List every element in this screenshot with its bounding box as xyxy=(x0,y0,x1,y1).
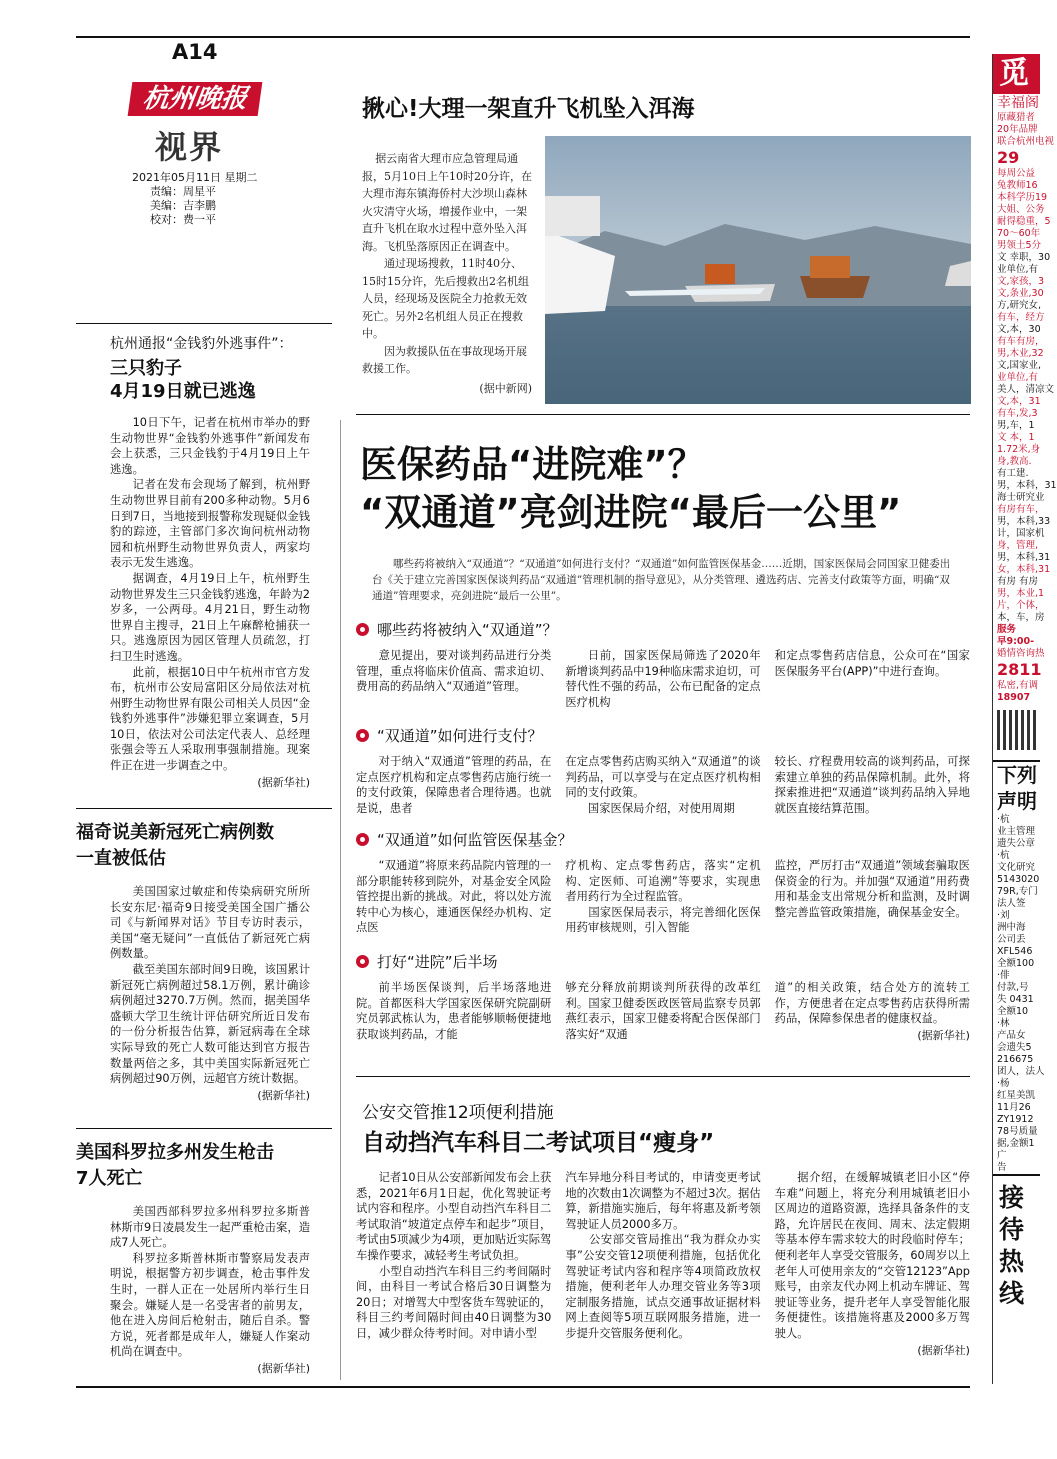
helicopter-rescue-scene xyxy=(545,136,971,404)
story2-para: 截至美国东部时间9日晚，该国累计新冠死亡病例超过58.1万例，累计确诊病例超过3270.7万例。然而，据美国华盛顿大学卫生统计评估研究所近日发布的一份分析报告估算，新冠病毒在全球实际导致的死亡人数可能达到官方报告数量两倍之多，其中美国实际新冠死亡病例超过90万例，远超官方统计数据。 xyxy=(110,962,310,1086)
story4-col: 记者10日从公安部新闻发布会上获悉，2021年6月1日起，优化驾驶证考试内容和程序。小型自动挡汽车科目二考试取消“坡道定点停车和起步”项目，考试由5项减少为4项，更加贴近实际驾车操作要求，减轻考生考试负担。 小型自动挡汽车科目三约考间隔时间，由科目一考试合格后30日调整为20日；对增驾大中型客货车驾驶证的，科目三约考间隔时间由40日调整为30日，减少群众待考时间。对申请小型 xyxy=(356,1171,552,1340)
ad-line: 幸福阁 xyxy=(997,95,1039,111)
rescue-boat-2 xyxy=(800,276,870,298)
ad-line: ·杭 xyxy=(997,814,1010,825)
ad-line: 文化研究 xyxy=(997,862,1036,873)
ad-line: 有车,发,3 xyxy=(997,408,1038,419)
ad-line: 男领土5分 xyxy=(997,240,1042,251)
main-section-col: 在定点零售药店购买纳入“双通道”的谈判药品，可以享受与在定点医疗机构相同的支付政策。 国家医保局介绍，对使用周期 xyxy=(565,755,761,815)
bullet-icon xyxy=(356,623,369,636)
story3-title-line2: 7人死亡 xyxy=(76,1168,143,1189)
ad-line: 78号质量 xyxy=(997,1126,1038,1137)
crew-group xyxy=(810,256,850,278)
designer-credit: 美编：吉李鹏 xyxy=(150,199,216,212)
main-section-col: “双通道”将原来药品院内管理的一部分职能转移到院外，对基金安全风险管控提出新的挑战。对此，将以处方流转中心为核心，連通医保经办机构、定点医 xyxy=(356,859,552,935)
ad-line: 待 xyxy=(999,1215,1025,1244)
ad-line: 原藏猎者 xyxy=(997,112,1036,123)
ad-line: 身,教高. xyxy=(997,456,1032,467)
main-section-col: 日前，国家医保局筛选了2020年新增谈判药品中19种临床需求迫切，可替代性不强的药品，公布已配备的定点医疗机构 xyxy=(565,649,761,709)
ad-line: 告 xyxy=(997,1162,1007,1173)
ad-line: 早9:00- xyxy=(997,636,1035,647)
ad-line: 有房有车， xyxy=(997,504,1045,515)
ad-line: 79R,专门 xyxy=(997,886,1038,897)
lead-caption-text: 据云南省大理市应急管理局通报，5月10日上午10时20分许，在大理市海东镇海侨村大沙坝山森林火灾清守火场，增援作业中，一架直升飞机在取水过程中意外坠入洱海。飞机坠落原因正在调查中。 通过现场搜救，11时40分、15时15分许，先后搜救出2名机组人员，经现场及医院全力抢救无效死亡。另外2名机组人员正在搜救中。 因为救援队伍在事故现场开展救援工作。 xyxy=(362,152,532,375)
ad-line: 2811 xyxy=(997,660,1042,679)
ad-line: 男，本科,31 xyxy=(997,552,1051,563)
left-col-divider xyxy=(76,323,332,324)
ad-line: ·杨 xyxy=(997,1078,1010,1089)
lead-photo xyxy=(545,136,971,404)
bullet-icon xyxy=(356,833,369,846)
main-section-title: “双通道”如何进行支付？ xyxy=(377,726,543,745)
ad-title: 觅 xyxy=(999,56,1029,91)
ad-line: 文 本，1 xyxy=(997,432,1035,443)
ad-line: 失 0431 xyxy=(997,994,1034,1005)
ad-line: ZY1912 xyxy=(997,1114,1034,1125)
ad-line: ·刘 xyxy=(997,910,1010,921)
ad-line: ·林 xyxy=(997,1018,1010,1029)
ad-line: 男，本科，31 xyxy=(997,480,1057,491)
main-section-col: 道”的相关政策，结合处方的流转工作，方便患者在定点零售药店获得所需药品，保障参保患者的健康权益。 xyxy=(774,981,970,1026)
ad-line: 身，管理, xyxy=(997,540,1039,551)
bullet-icon xyxy=(356,955,369,968)
ad-line: 文,本，31 xyxy=(997,396,1041,407)
ad-line: 广 xyxy=(997,1150,1007,1161)
ad-line: 男,木业,32 xyxy=(997,348,1044,359)
ad-line: 公司丢 xyxy=(997,934,1026,945)
ad-line: 团人，法人 xyxy=(997,1066,1045,1077)
column-separator xyxy=(340,420,341,1380)
main-headline-1: 医保药品“进院难”？ xyxy=(360,443,705,486)
story1-bottom-rule xyxy=(76,808,332,809)
main-section-header xyxy=(356,828,970,850)
main-section-title: 打好“进院”后半场 xyxy=(377,952,498,971)
story2 xyxy=(76,820,310,1103)
ad-line: 片，个体， xyxy=(997,600,1045,611)
ad-line: 每周公益 xyxy=(997,168,1036,179)
ad-banner xyxy=(993,54,1040,94)
bullet-icon xyxy=(356,729,369,742)
ad-line: 11月26 xyxy=(997,1102,1031,1113)
main-section-header xyxy=(356,724,970,746)
story4-top-rule xyxy=(356,1076,970,1077)
main-section-col: 和定点零售药店信息，公众可在“国家医保服务平台(APP)”中进行查询。 xyxy=(774,649,970,678)
story3-para: 科罗拉多斯普林斯市警察局发表声明说，根据警方初步调查，枪击事件发生时，一群人正在一处居所内举行生日聚会。嫌疑人是一名受害者的前男友，他在进入房间后枪射击，随后自杀。警方说，死者都是成年人，嫌疑人作案动机尚在调查中。 xyxy=(110,1251,310,1359)
ad-line: 大姐、公务 xyxy=(997,204,1045,215)
story4-source: (据新华社) xyxy=(917,1343,970,1357)
ad-line: 业单位,有 xyxy=(997,372,1039,383)
main-section-col: 监控，严厉打击“双通道”领域套骗取医保资金的行为。并加强“双通道”用药费用和基金支出常规分析和监测，及时调整完善监管政策措施，确保基金安全。 xyxy=(774,859,970,919)
qr-code xyxy=(997,710,1037,750)
main-section-body xyxy=(356,754,970,816)
story2-source: (据新华社) xyxy=(257,1088,310,1102)
main-section-col: 疗机构、定点零售药店，落实“定机构、定医师、可追溯”等要求，实现患者用药行为全过程监管。 国家医保局表示，将完善细化医保用药审核规则，引入智能 xyxy=(565,859,761,935)
ad-line: ·俳 xyxy=(997,970,1010,981)
logo-text: 杭州晚报 xyxy=(140,84,250,114)
ad-line: 遗失公章 xyxy=(997,838,1036,849)
ad-line: 本，车，房 xyxy=(997,612,1045,623)
main-top-rule xyxy=(356,414,970,415)
ad-line: 声明 xyxy=(997,789,1037,813)
ad-line: 法人签 xyxy=(997,898,1026,909)
crew-group-2 xyxy=(705,264,735,284)
ad-line: 线 xyxy=(999,1279,1025,1308)
story4-kicker: 公安交管推12项便利措施 xyxy=(362,1103,554,1123)
ad-line: 本科学历19 xyxy=(997,192,1048,203)
ad-line: 文,家孩，3 xyxy=(997,276,1045,287)
story1-source: (据新华社) xyxy=(257,775,310,789)
ad-line: 洲中海 xyxy=(997,922,1026,933)
main-section-col: 对于纳入“双通道”管理的药品，在定点医疗机构和定点零售药店施行统一的支付政策，保障患者合理待遇。也就是说，患者 xyxy=(356,755,552,815)
ad-line: 下列 xyxy=(997,763,1037,787)
main-section-title: 哪些药将被纳入“双通道”？ xyxy=(377,620,558,639)
ad-line: 美人，清凉文 xyxy=(997,384,1055,395)
story1 xyxy=(110,333,310,790)
ad-line: 文,国家业, xyxy=(997,360,1042,371)
story1-para: 10日下午，记者在杭州市举办的野生动物世界“金钱豹外逃事件”新闻发布会上获悉，三只金钱豹于4月19日上午逃逸。 xyxy=(110,416,310,476)
ad-line: 兔教师16 xyxy=(997,180,1038,191)
ad-line: 男，本业,1 xyxy=(997,588,1045,599)
main-section-col: 较长、疗程费用较高的谈判药品，可探索建立单独的药品保障机制。此外，将探索推进把“双通道”谈判药品纳入异地就医直接结算范围。 xyxy=(774,755,970,815)
main-section-col: 够充分释放前期谈判所获得的改革红利。国家卫健委医政医管局监察专员郭燕红表示，国家卫健委将配合医保部门落实好“双通 xyxy=(565,981,761,1041)
ad-notice xyxy=(993,760,1045,1174)
ad-strip xyxy=(992,54,1057,1384)
story1-title-line1: 三只豹子 xyxy=(110,358,182,379)
main-section-header xyxy=(356,618,970,640)
ad-line: 红星美凯 xyxy=(997,1090,1036,1101)
main-headline-2: “双通道”亮剑进院“最后一公里” xyxy=(360,491,902,534)
ad-line: 业单位,有 xyxy=(997,264,1039,275)
ad-line: 20年品牌 xyxy=(997,124,1038,135)
issue-date: 2021年05月11日 星期二 xyxy=(132,171,258,184)
ad-line: 联合杭州电视 xyxy=(997,136,1055,147)
story3 xyxy=(76,1140,310,1376)
masthead-info xyxy=(132,171,258,227)
page-number: A14 xyxy=(172,40,218,64)
ad-line: 文,本，30 xyxy=(997,324,1041,335)
ad-line: 有车有房， xyxy=(997,336,1045,347)
ad-line: 70～60年 xyxy=(997,228,1041,239)
ad-body xyxy=(993,94,1057,704)
ad-line: 婚情咨询热 xyxy=(997,648,1045,659)
story4-col: 汽车异地分科目考试的，申请变更考试地的次数由1次调整为不超过3次。据估算，新措施实施后，每年将惠及新考领驾驶证人员2000多万。 公安部交管局推出“我为群众办实事”公安交管12项便利措施，包括优化驾驶证考试内容和程序等4项简政放权措施，便利老年人办理交管业务等3项定制服务措施，试点交通事故证据材料网上查阅等5项互联网服务措施，进一步提升交管服务便利化。 xyxy=(565,1171,761,1340)
main-section-body xyxy=(356,858,970,936)
ad-line: 18907 xyxy=(997,692,1031,703)
ad-line: 29 xyxy=(997,148,1020,167)
ad-line: 业主管理 xyxy=(997,826,1036,837)
top-rule xyxy=(76,36,970,38)
newspaper-logo xyxy=(128,82,263,116)
main-intro: 哪些药将被纳入“双通道”？“双通道”如何进行支付？“双通道”如何监管医保基金……近期，国家医保局会同国家卫健委出台《关于建立完善国家医保谈判药品“双通道”管理机制的指导意见》，从分类管理、遴选药店、完善支付政策等方面，明确“双通道”管理要求，亮剑进院“最后一公里”。 xyxy=(372,558,951,602)
story1-para: 此前，根据10日中午杭州市官方发布，杭州市公安局富阳区分局依法对杭州野生动物世界有限公司相关人员因“金钱豹外逃事件”涉嫌犯罪立案调查，5月10日，依法对公司法定代表人、总经理张强会等五人采取刑事强制措施。现案件正在进一步调查之中。 xyxy=(110,665,310,773)
main-section-header xyxy=(356,950,970,972)
ad-line: 服务 xyxy=(997,624,1017,635)
main-section-col: 前半场医保谈判，后半场落地进院。首都医科大学国家医保研究院副研究员郭武栋认为，患者能够顺畅便捷地获取谈判药品，才能 xyxy=(356,981,552,1041)
bottom-rule xyxy=(76,1386,970,1388)
story1-kicker: 杭州通报“金钱豹外逃事件”： xyxy=(110,336,293,352)
ad-line: 有工建. xyxy=(997,468,1029,479)
story4-title: 自动挡汽车科目二考试项目“瘦身” xyxy=(362,1130,715,1156)
ad-line: 耐得稳重，5 xyxy=(997,216,1051,227)
editor-credit: 责编：周星平 xyxy=(150,185,216,198)
proof-credit: 校对：费一平 xyxy=(150,213,216,226)
ad-line: 男,车，1 xyxy=(997,420,1035,431)
ad-line: 方,研究女, xyxy=(997,300,1042,311)
ad-line: 计，国家机 xyxy=(997,528,1045,539)
story2-title-line1: 福奇说美新冠死亡病例数 xyxy=(76,822,274,843)
main-section-body xyxy=(356,648,970,710)
story1-para: 据调查，4月19日上午，杭州野生动物世界发生三只金钱豹逃逸，年龄为2岁多，一公两母。4月21日，野生动物世界自主搜寻，21日上午麻醉枪捕获一只。逃逸原因为园区管理人员疏忽，打扫卫生时逃逸。 xyxy=(110,571,310,663)
ad-line: 有车，经方 xyxy=(997,312,1045,323)
story2-para: 美国国家过敏症和传染病研究所所长安东尼·福奇9日接受美国全国广播公司《与新闻界对话》节目专访时表示，美国“毫无疑问”一直低估了新冠死亡病例数量。 xyxy=(110,885,310,961)
ad-line: 热 xyxy=(999,1247,1025,1276)
ad-line: 接 xyxy=(999,1183,1025,1212)
story1-para: 记者在发布会现场了解到，杭州野生动物世界目前有200多种动物。5月6日到7日，当地接到报警称发现疑似金钱豹的踪迹，主管部门多次询问杭州动物园和杭州野生动物世界负责人，两家均表示无发生逃逸。 xyxy=(110,478,310,570)
story2-bottom-rule xyxy=(76,1128,332,1129)
ad-line: 全额100 xyxy=(997,958,1035,969)
ad-line: 1.72米,身 xyxy=(997,444,1041,455)
ship-deck xyxy=(545,196,600,236)
ad-line: 据,金额1 xyxy=(997,1138,1035,1149)
main-section-col: 意见提出，要对谈判药品进行分类管理，重点将临床价值高、需求迫切、费用高的药品纳入“双通道”管理。 xyxy=(356,649,552,694)
ad-line: 全额10 xyxy=(997,1006,1029,1017)
ad-line: 女，本科,31 xyxy=(997,564,1051,575)
section-name: 视界 xyxy=(155,128,224,166)
ad-line: 文 幸职，30 xyxy=(997,252,1051,263)
ad-line: 216675 xyxy=(997,1054,1034,1065)
story3-source: (据新华社) xyxy=(257,1361,310,1375)
ad-line: 私密,有调 xyxy=(997,680,1039,691)
ad-hotline xyxy=(993,1174,1040,1310)
story4-body xyxy=(356,1170,970,1358)
ad-line: 有房 有房 xyxy=(997,576,1039,587)
main-source: (据新华社) xyxy=(917,1028,970,1042)
ad-line: ·杭 xyxy=(997,850,1010,861)
lead-caption xyxy=(362,150,532,395)
story3-title-line1: 美国科罗拉多州发生枪击 xyxy=(76,1142,274,1163)
story3-para: 美国西部科罗拉多州科罗拉多斯普林斯市9日凌晨发生一起严重枪击案，造成7人死亡。 xyxy=(110,1205,310,1250)
ad-line: 文,条业,30 xyxy=(997,288,1044,299)
story4-col: 据介绍，在缓解城镇老旧小区“停车难”问题上，将充分利用城镇老旧小区周边的道路资源，选择具备条件的支路，允许居民在夜间、周末、法定假期等基本停车需求较大的时段临时停车；便利老年人享受交管服务，60周岁以上老年人可使用亲友的“交管12123”App账号，由亲友代办网上机动车牌证、驾驶证等业务，提升老年人享受智能化服务便捷性。该措施将惠及2000多万驾驶人。 xyxy=(774,1171,970,1340)
main-section-title: “双通道”如何监管医保基金？ xyxy=(377,830,573,849)
story2-title-line2: 一直被低估 xyxy=(76,848,166,869)
lead-headline: 揪心!大理一架直升飞机坠入洱海 xyxy=(362,96,695,122)
lead-caption-source: (据中新网) xyxy=(479,381,532,395)
ad-line: XFL546 xyxy=(997,946,1033,957)
ad-line: 产品女 xyxy=(997,1030,1026,1041)
ad-line: 5143020 xyxy=(997,874,1040,885)
story1-title-line2: 4月19日就已逃逸 xyxy=(110,381,256,402)
ad-line: 会遗失5 xyxy=(997,1042,1032,1053)
ad-line: 海士研究业 xyxy=(997,492,1045,503)
ad-line: 男，本科,33 xyxy=(997,516,1051,527)
ad-line: 付款,号 xyxy=(997,982,1029,993)
main-section-body xyxy=(356,980,970,1043)
